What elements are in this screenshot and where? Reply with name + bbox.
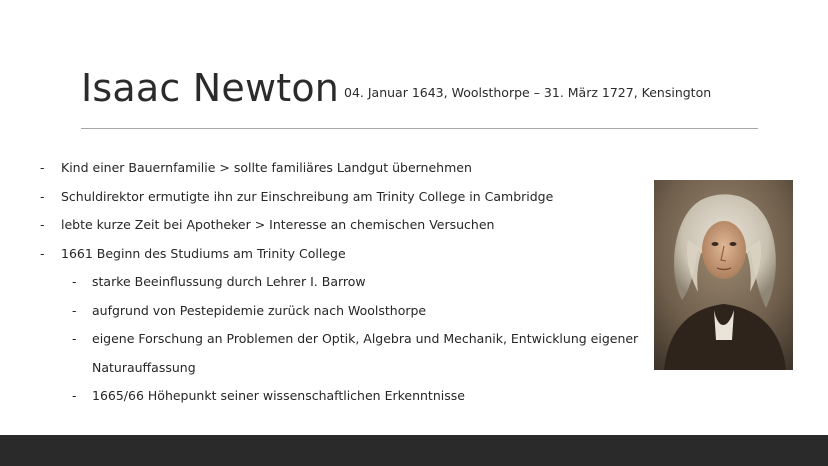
bullet-text: lebte kurze Zeit bei Apotheker > Interesse an chemischen Versuchen (61, 217, 495, 232)
sub-bullet-text: 1665/66 Höhepunkt seiner wissenschaftlichen Erkenntnisse (92, 388, 465, 403)
portrait-illustration (654, 180, 793, 370)
slide-subtitle: 04. Januar 1643, Woolsthorpe – 31. März 1727, Kensington (344, 85, 712, 100)
bullet-text: Schuldirektor ermutigte ihn zur Einschreibung am Trinity College in Cambridge (61, 188, 554, 204)
slide-title: Isaac Newton (81, 66, 340, 110)
portrait-eye-right (730, 242, 737, 246)
newton-portrait (654, 180, 793, 370)
footer-bar (0, 435, 828, 466)
bullet-dash: - (40, 245, 45, 261)
sub-bullet-dash: - (72, 274, 77, 289)
bullet-dash: - (40, 217, 45, 232)
bullet-dash: - (40, 188, 45, 204)
sub-bullet-text: eigene Forschung an Problemen der Optik, Algebra und Mechanik, Entwicklung eigener (92, 331, 639, 346)
portrait-eye-left (712, 242, 719, 246)
bullet-text: 1661 Beginn des Studiums am Trinity College (61, 245, 346, 261)
bullet-dash: - (40, 160, 45, 175)
sub-bullet-continuation-text: Naturauffassung (92, 359, 196, 375)
sub-bullet-dash: - (72, 388, 77, 403)
portrait-face (702, 221, 746, 279)
sub-bullet-dash: - (72, 331, 77, 346)
title-divider (81, 128, 758, 129)
sub-bullet-dash: - (72, 302, 77, 318)
bullet-text: Kind einer Bauernfamilie > sollte familiäres Landgut übernehmen (61, 160, 472, 175)
sub-bullet-text: aufgrund von Pestepidemie zurück nach Woolsthorpe (92, 302, 427, 318)
sub-bullet-text: starke Beeinflussung durch Lehrer I. Barrow (92, 274, 366, 289)
